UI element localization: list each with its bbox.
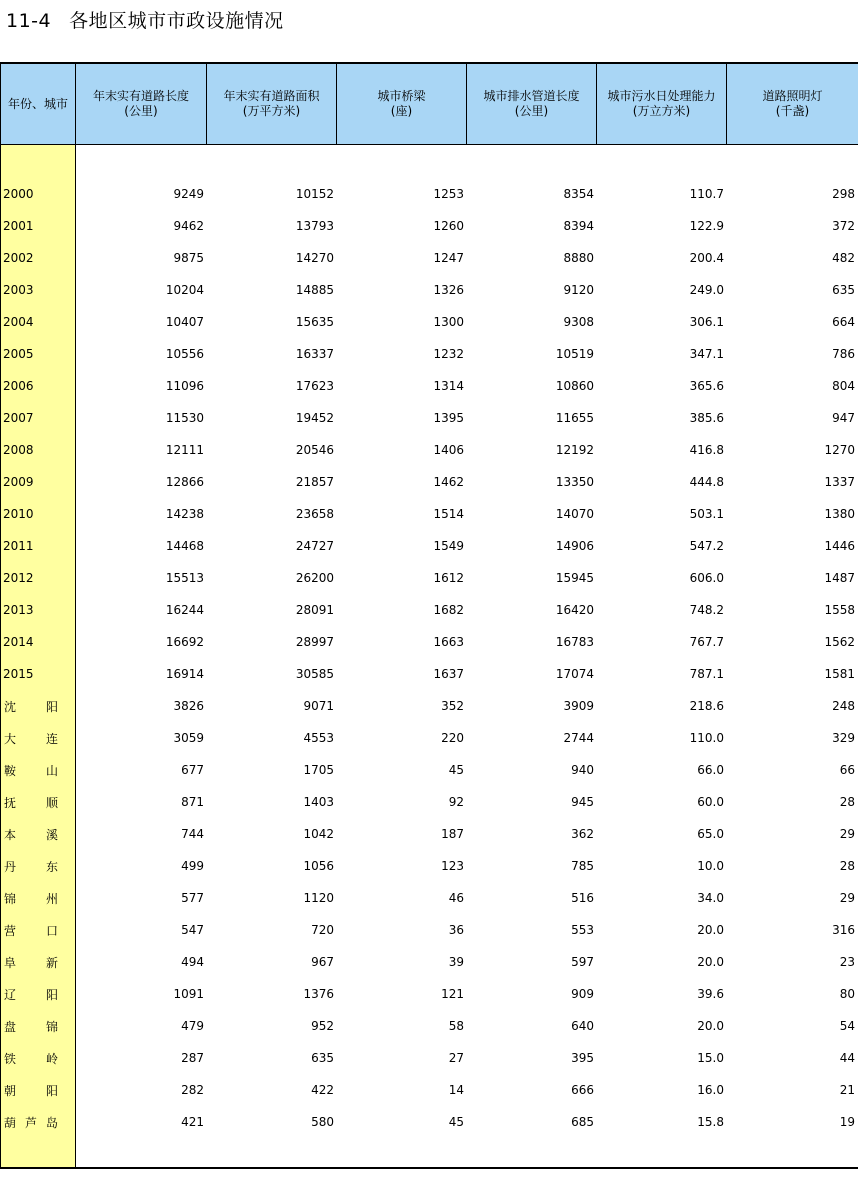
table-cell: 909 (571, 987, 594, 1001)
table-row (0, 626, 858, 658)
row-label-char: 丹 (4, 859, 17, 874)
table-cell: 11655 (555, 411, 594, 425)
table-cell: 947 (832, 411, 855, 425)
table-cell: 187 (441, 827, 464, 841)
row-label-char: 锦 (45, 1019, 58, 1034)
table-cell: 21 (839, 1083, 855, 1097)
table-cell: 787.1 (689, 667, 724, 681)
row-label (0, 1050, 76, 1067)
table-cell: 200.4 (689, 251, 724, 265)
table-row (0, 338, 858, 370)
table-cell: 516 (571, 891, 594, 905)
table-cell: 482 (832, 251, 855, 265)
table-cell: 1462 (433, 475, 464, 489)
header-label: 城市排水管道长度 (483, 89, 580, 103)
table-cell: 28 (839, 859, 855, 873)
table-cell: 744 (181, 827, 204, 841)
table-row (0, 818, 858, 850)
table-cell: 17623 (295, 379, 334, 393)
row-label-char: 铁 (4, 1051, 17, 1066)
table-cell: 1253 (433, 187, 464, 201)
table-row (0, 1074, 858, 1106)
table-cell: 20546 (295, 443, 334, 457)
table-cell: 606.0 (689, 571, 724, 585)
table-cell: 10152 (295, 187, 334, 201)
table-cell: 14885 (295, 283, 334, 297)
header-unit: (公里) (124, 104, 158, 118)
table-cell: 786 (832, 347, 855, 361)
table-cell: 15635 (295, 315, 334, 329)
table-cell: 479 (181, 1019, 204, 1033)
table-cell: 1395 (433, 411, 464, 425)
row-label: 2003 (3, 283, 34, 297)
table-row (0, 466, 858, 498)
table-cell: 14238 (165, 507, 204, 521)
row-label: 2007 (3, 411, 34, 425)
table-cell: 10556 (165, 347, 204, 361)
table-cell: 121 (441, 987, 464, 1001)
table-cell: 8880 (563, 251, 594, 265)
table-cell: 503.1 (689, 507, 724, 521)
table-cell: 26200 (295, 571, 334, 585)
table-cell: 13350 (555, 475, 594, 489)
table-cell: 39 (448, 955, 464, 969)
table-cell: 12866 (165, 475, 204, 489)
table-row (0, 274, 858, 306)
table-row (0, 306, 858, 338)
table-cell: 677 (181, 763, 204, 777)
table-row (0, 722, 858, 754)
table-cell: 1042 (303, 827, 334, 841)
table-cell: 685 (571, 1115, 594, 1129)
row-label: 2008 (3, 443, 34, 457)
row-label: 2015 (3, 667, 34, 681)
table-cell: 248 (832, 699, 855, 713)
table-cell: 1314 (433, 379, 464, 393)
table-row (0, 530, 858, 562)
table-cell: 20.0 (697, 955, 724, 969)
table-cell: 46 (448, 891, 464, 905)
table-cell: 16783 (555, 635, 594, 649)
row-label: 2010 (3, 507, 34, 521)
table-cell: 1487 (824, 571, 855, 585)
header-unit: (座) (390, 104, 413, 118)
table-row (0, 562, 858, 594)
table-cell: 1091 (173, 987, 204, 1001)
table-cell: 635 (832, 283, 855, 297)
table-cell: 3826 (173, 699, 204, 713)
table-cell: 385.6 (689, 411, 724, 425)
table-cell: 24727 (295, 539, 334, 553)
table-cell: 967 (311, 955, 334, 969)
table-cell: 122.9 (689, 219, 724, 233)
row-label (0, 1114, 76, 1131)
table-cell: 952 (311, 1019, 334, 1033)
table-cell: 58 (448, 1019, 464, 1033)
table-cell: 1612 (433, 571, 464, 585)
table-cell: 352 (441, 699, 464, 713)
table-cell: 34.0 (697, 891, 724, 905)
row-label: 2001 (3, 219, 34, 233)
header-label: 道路照明灯 (762, 89, 823, 103)
table-row (0, 498, 858, 530)
table-cell: 28 (839, 795, 855, 809)
table-cell: 66 (839, 763, 855, 777)
table-cell: 16244 (165, 603, 204, 617)
row-label (0, 698, 76, 715)
table-cell: 553 (571, 923, 594, 937)
table-title: 各地区城市市政设施情况 (69, 10, 284, 32)
table-cell: 871 (181, 795, 204, 809)
table-cell: 39.6 (697, 987, 724, 1001)
table-cell: 4553 (303, 731, 334, 745)
table-cell: 19 (839, 1115, 855, 1129)
table-cell: 422 (311, 1083, 334, 1097)
table-row (0, 434, 858, 466)
table-cell: 499 (181, 859, 204, 873)
row-label (0, 762, 76, 779)
table-cell: 444.8 (689, 475, 724, 489)
table-cell: 494 (181, 955, 204, 969)
table-cell: 767.7 (689, 635, 724, 649)
row-label-char: 阳 (45, 987, 58, 1002)
table-cell: 16692 (165, 635, 204, 649)
table-cell: 1637 (433, 667, 464, 681)
row-label-char: 岛 (45, 1115, 58, 1130)
table-cell: 421 (181, 1115, 204, 1129)
header-unit: (万平方米) (242, 104, 301, 118)
row-label-char: 连 (45, 731, 58, 746)
table-cell: 16420 (555, 603, 594, 617)
table-cell: 9308 (563, 315, 594, 329)
table-row (0, 914, 858, 946)
table-cell: 54 (839, 1019, 855, 1033)
table-cell: 11096 (165, 379, 204, 393)
table-cell: 20.0 (697, 1019, 724, 1033)
table-cell: 945 (571, 795, 594, 809)
table-cell: 547.2 (689, 539, 724, 553)
table-cell: 123 (441, 859, 464, 873)
table-cell: 1581 (824, 667, 855, 681)
table-cell: 220 (441, 731, 464, 745)
row-label: 2004 (3, 315, 34, 329)
header-street-lights (727, 64, 858, 144)
header-label: 城市污水日处理能力 (607, 89, 716, 103)
table-cell: 15945 (555, 571, 594, 585)
table-cell: 748.2 (689, 603, 724, 617)
table-row (0, 178, 858, 210)
row-label-char: 芦 (24, 1115, 37, 1130)
row-label (0, 954, 76, 971)
row-label: 2014 (3, 635, 34, 649)
row-label: 2012 (3, 571, 34, 585)
table-cell: 1663 (433, 635, 464, 649)
table-cell: 60.0 (697, 795, 724, 809)
table-cell: 580 (311, 1115, 334, 1129)
table-cell: 298 (832, 187, 855, 201)
table-cell: 10519 (555, 347, 594, 361)
table-cell: 1549 (433, 539, 464, 553)
table-cell: 14270 (295, 251, 334, 265)
table-cell: 19452 (295, 411, 334, 425)
header-road-length (76, 64, 207, 144)
table-cell: 14070 (555, 507, 594, 521)
row-label-char: 岭 (45, 1051, 58, 1066)
table-cell: 577 (181, 891, 204, 905)
table-cell: 15.0 (697, 1051, 724, 1065)
row-label-char: 口 (45, 923, 58, 938)
table-cell: 306.1 (689, 315, 724, 329)
table-cell: 16914 (165, 667, 204, 681)
row-label-char: 溪 (45, 827, 58, 842)
header-unit: (千盏) (775, 104, 810, 118)
table-cell: 14468 (165, 539, 204, 553)
table-cell: 9071 (303, 699, 334, 713)
row-label: 2013 (3, 603, 34, 617)
table-cell: 372 (832, 219, 855, 233)
row-label (0, 1082, 76, 1099)
table-cell: 597 (571, 955, 594, 969)
table-cell: 10860 (555, 379, 594, 393)
row-label-char: 东 (45, 859, 58, 874)
table-cell: 65.0 (697, 827, 724, 841)
table-cell: 720 (311, 923, 334, 937)
row-label: 2000 (3, 187, 34, 201)
table-cell: 218.6 (689, 699, 724, 713)
table-cell: 287 (181, 1051, 204, 1065)
table-cell: 23658 (295, 507, 334, 521)
table-cell: 1406 (433, 443, 464, 457)
table-cell: 1376 (303, 987, 334, 1001)
table-cell: 1705 (303, 763, 334, 777)
table-cell: 29 (839, 827, 855, 841)
table-cell: 8394 (563, 219, 594, 233)
header-drainage-length (467, 64, 597, 144)
table-cell: 1558 (824, 603, 855, 617)
row-label: 2009 (3, 475, 34, 489)
row-label: 2006 (3, 379, 34, 393)
table-row (0, 210, 858, 242)
table-cell: 21857 (295, 475, 334, 489)
table-cell: 10.0 (697, 859, 724, 873)
header-label: 年末实有道路面积 (223, 89, 320, 103)
table-cell: 8354 (563, 187, 594, 201)
table-cell: 110.7 (689, 187, 724, 201)
table-cell: 1380 (824, 507, 855, 521)
table-row (0, 1042, 858, 1074)
row-label: 2005 (3, 347, 34, 361)
table-cell: 45 (448, 763, 464, 777)
table-cell: 940 (571, 763, 594, 777)
table-cell: 80 (839, 987, 855, 1001)
table-cell: 27 (448, 1051, 464, 1065)
table-cell: 28997 (295, 635, 334, 649)
table-cell: 20.0 (697, 923, 724, 937)
table-cell: 9875 (173, 251, 204, 265)
page-title (6, 6, 284, 33)
row-label (0, 1018, 76, 1035)
data-table (0, 64, 858, 1168)
table-cell: 23 (839, 955, 855, 969)
row-label-char: 葫 (4, 1115, 17, 1130)
table-cell: 10407 (165, 315, 204, 329)
row-label-char: 阜 (4, 955, 17, 970)
table-cell: 92 (448, 795, 464, 809)
table-cell: 249.0 (689, 283, 724, 297)
table-cell: 36 (448, 923, 464, 937)
row-label-char: 山 (45, 763, 58, 778)
table-row (0, 882, 858, 914)
table-row (0, 754, 858, 786)
table-row (0, 978, 858, 1010)
row-label-char: 阳 (45, 1083, 58, 1098)
table-cell: 12192 (555, 443, 594, 457)
table-cell: 28091 (295, 603, 334, 617)
table-cell: 1446 (824, 539, 855, 553)
table-row (0, 242, 858, 274)
row-label-char: 州 (45, 891, 58, 906)
table-cell: 10204 (165, 283, 204, 297)
table-row (0, 402, 858, 434)
table-cell: 1562 (824, 635, 855, 649)
table-cell: 785 (571, 859, 594, 873)
table-cell: 640 (571, 1019, 594, 1033)
row-label (0, 730, 76, 747)
table-row (0, 850, 858, 882)
table-cell: 1120 (303, 891, 334, 905)
bottom-rule (0, 1167, 858, 1169)
table-row (0, 370, 858, 402)
table-cell: 1232 (433, 347, 464, 361)
header-label: 年末实有道路长度 (92, 89, 189, 103)
table-row (0, 946, 858, 978)
table-row (0, 690, 858, 722)
table-cell: 1300 (433, 315, 464, 329)
row-label (0, 826, 76, 843)
table-cell: 1514 (433, 507, 464, 521)
table-cell: 804 (832, 379, 855, 393)
table-cell: 9462 (173, 219, 204, 233)
table-cell: 15.8 (697, 1115, 724, 1129)
table-cell: 1260 (433, 219, 464, 233)
row-label-char: 锦 (4, 891, 17, 906)
table-row (0, 786, 858, 818)
table-cell: 16337 (295, 347, 334, 361)
table-cell: 2744 (563, 731, 594, 745)
header-unit: (公里) (514, 104, 549, 118)
table-cell: 3909 (563, 699, 594, 713)
table-cell: 1337 (824, 475, 855, 489)
table-cell: 17074 (555, 667, 594, 681)
table-cell: 365.6 (689, 379, 724, 393)
row-label (0, 986, 76, 1003)
table-cell: 1270 (824, 443, 855, 457)
row-label: 2011 (3, 539, 34, 553)
table-cell: 316 (832, 923, 855, 937)
table-cell: 1403 (303, 795, 334, 809)
table-cell: 14 (448, 1083, 464, 1097)
table-cell: 635 (311, 1051, 334, 1065)
row-label-char: 盘 (4, 1019, 17, 1034)
row-label-char: 顺 (45, 795, 58, 810)
table-cell: 1682 (433, 603, 464, 617)
table-cell: 12111 (165, 443, 204, 457)
header-road-area (207, 64, 337, 144)
table-cell: 362 (571, 827, 594, 841)
table-cell: 30585 (295, 667, 334, 681)
table-body (0, 145, 858, 1168)
row-label (0, 858, 76, 875)
table-row (0, 658, 858, 690)
table-cell: 9120 (563, 283, 594, 297)
table-row (0, 1106, 858, 1138)
table-row (0, 594, 858, 626)
row-label-char: 本 (4, 827, 17, 842)
table-cell: 1326 (433, 283, 464, 297)
table-cell: 16.0 (697, 1083, 724, 1097)
table-cell: 13793 (295, 219, 334, 233)
table-row (0, 1010, 858, 1042)
table-cell: 1247 (433, 251, 464, 265)
table-number: 11-4 (6, 10, 52, 32)
table-cell: 45 (448, 1115, 464, 1129)
header-sewage-capacity (597, 64, 727, 144)
table-cell: 11530 (165, 411, 204, 425)
header-label: 年份、城市 (7, 96, 68, 111)
row-label-char: 新 (45, 955, 58, 970)
table-cell: 9249 (173, 187, 204, 201)
header-bridges (337, 64, 467, 144)
row-label-char: 辽 (4, 987, 17, 1002)
table-cell: 66.0 (697, 763, 724, 777)
table-cell: 547 (181, 923, 204, 937)
table-cell: 15513 (165, 571, 204, 585)
row-label (0, 890, 76, 907)
table-cell: 14906 (555, 539, 594, 553)
table-cell: 395 (571, 1051, 594, 1065)
row-label-char: 阳 (45, 699, 58, 714)
table-cell: 110.0 (689, 731, 724, 745)
table-cell: 347.1 (689, 347, 724, 361)
row-label-char: 鞍 (4, 763, 17, 778)
row-label: 2002 (3, 251, 34, 265)
table-cell: 416.8 (689, 443, 724, 457)
row-label-char: 大 (4, 731, 17, 746)
row-label-char: 沈 (4, 699, 17, 714)
row-label (0, 794, 76, 811)
header-unit: (万立方米) (632, 104, 691, 118)
table-cell: 3059 (173, 731, 204, 745)
row-label-char: 抚 (4, 795, 17, 810)
table-cell: 664 (832, 315, 855, 329)
table-cell: 44 (839, 1051, 855, 1065)
row-label-char: 营 (4, 923, 17, 938)
row-label-char: 朝 (4, 1083, 17, 1098)
table-cell: 282 (181, 1083, 204, 1097)
table-cell: 329 (832, 731, 855, 745)
header-label: 城市桥梁 (377, 89, 426, 103)
header-year-city (0, 64, 76, 144)
header-row (0, 64, 858, 145)
row-label (0, 922, 76, 939)
table-cell: 666 (571, 1083, 594, 1097)
table-cell: 1056 (303, 859, 334, 873)
table-cell: 29 (839, 891, 855, 905)
